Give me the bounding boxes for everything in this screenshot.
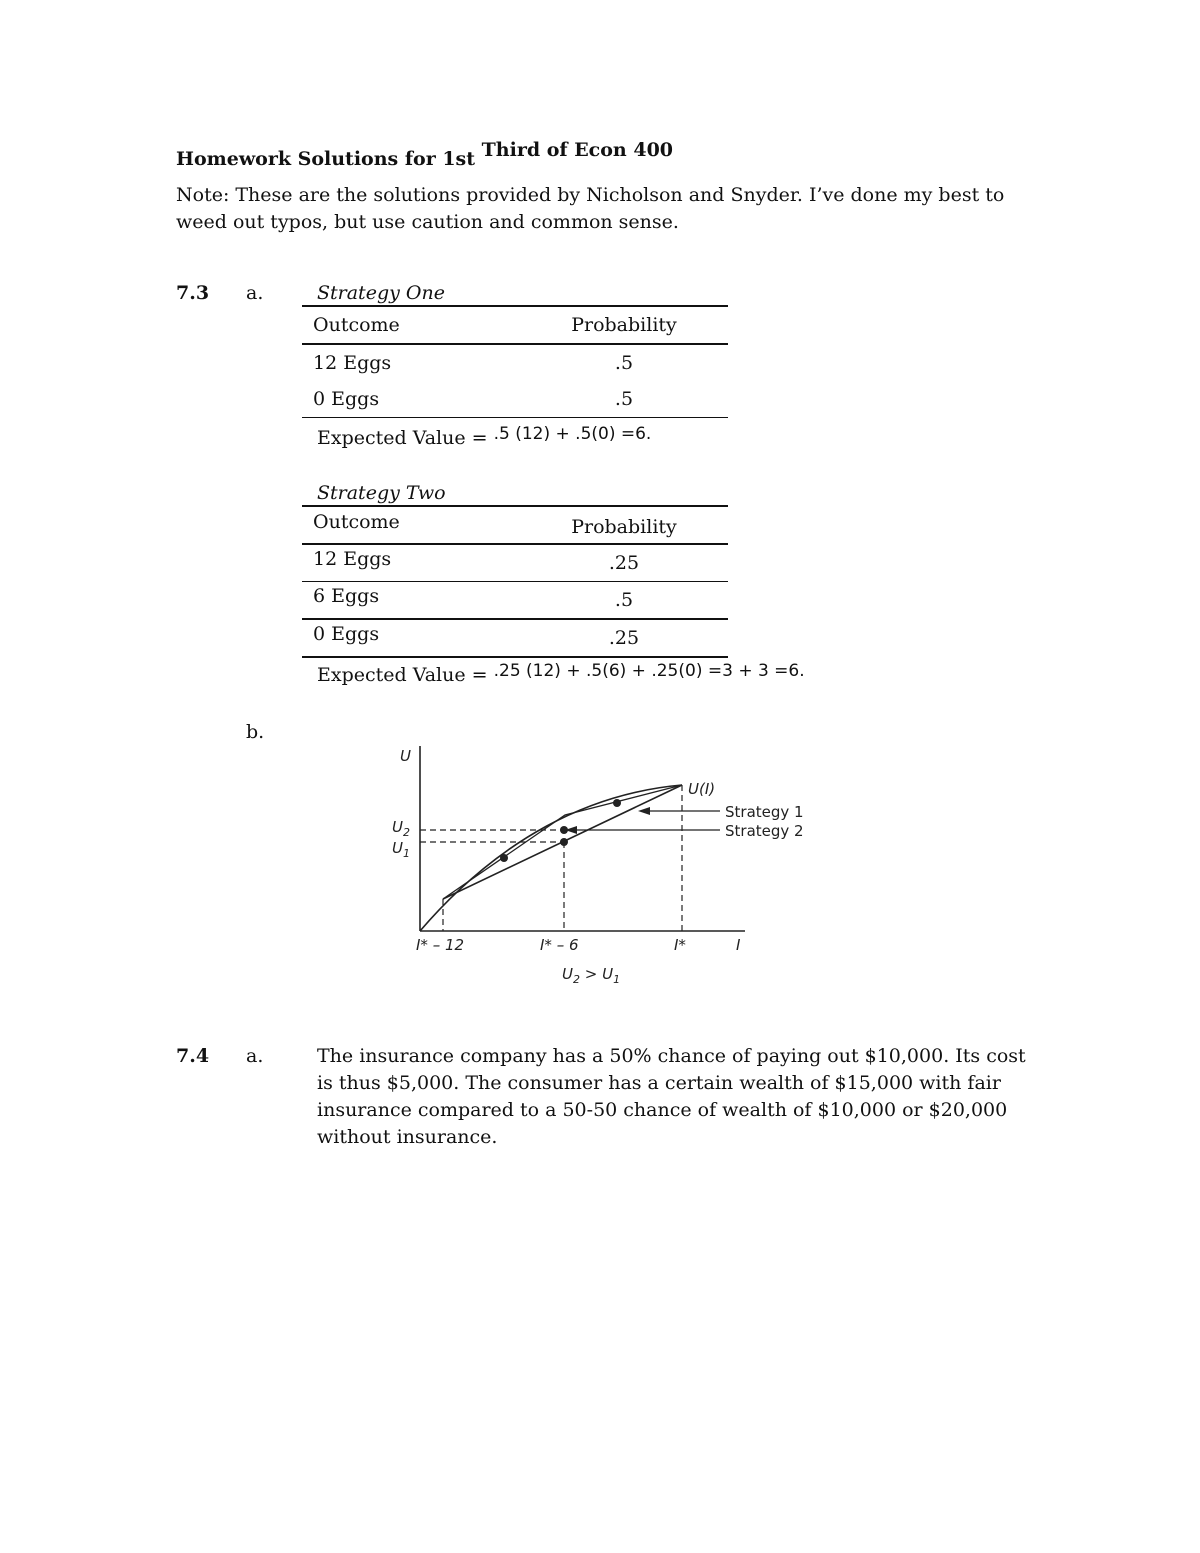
strategy-one-caption: Strategy One [317,282,445,304]
u2-label: $U_2$ [392,818,410,839]
strategy-2-label: Strategy 2 [725,822,804,840]
title-main: Homework Solutions for 1st [176,148,476,170]
outcome-cell: 6 Eggs [313,585,380,607]
utility-curve [420,785,682,931]
part-a-label: a. [246,282,264,304]
data-point [613,799,621,807]
ev-formula: .5 (12) + .5(0) =6. [493,424,652,444]
x-tick-label: I* – 6 [540,936,579,954]
col-probability-header: Probability [571,314,677,336]
y-axis-label: U [400,747,411,765]
strategy-two-table [302,505,728,658]
col-outcome-header: Outcome [313,314,400,336]
strategy-1-label: Strategy 1 [725,803,804,821]
probability-cell: .5 [614,589,634,611]
note-paragraph: Note: These are the solutions provided by Nicholson and Snyder. I’ve done my best to weed out typos, but use caution and common sense. [176,184,1005,233]
probability-cell: .25 [608,552,640,574]
table-row [302,582,728,618]
utility-figure [380,738,830,993]
data-point [500,854,508,862]
outcome-cell: 12 Eggs [313,352,392,374]
probability-cell: .5 [614,388,634,410]
x-axis-label: I [736,936,741,954]
outcome-cell: 12 Eggs [313,548,392,570]
table-row [302,620,728,656]
table-row [302,545,728,581]
strategy-two-caption: Strategy Two [317,482,446,504]
outcome-cell: 0 Eggs [313,623,380,645]
part-a-label: a. [246,1045,264,1067]
outcome-cell: 0 Eggs [313,388,380,410]
table-row [302,345,728,381]
ev-label: Expected Value = [317,664,488,686]
curve-label: U(I) [688,780,716,798]
figure-caption: $U_2 > U_1$ [562,965,621,986]
table-header-row [302,507,728,543]
page-title [176,139,674,170]
problem-number-7-4: 7.4 [176,1045,210,1067]
strategy-two-expected-value [317,661,805,686]
title-superscript: Third of Econ 400 [481,139,674,161]
table-row [302,381,728,417]
problem-number-7-3: 7.3 [176,282,210,304]
strategy-one-table [302,305,728,418]
part-b-label: b. [246,721,265,743]
strategy-one-expected-value [317,424,652,449]
arrowhead-icon [638,807,650,815]
x-tick-label: I* – 12 [416,936,465,954]
x-tick-label: I* [674,936,686,954]
ev-formula: .25 (12) + .5(6) + .25(0) =3 + 3 =6. [493,661,805,681]
probability-cell: .25 [608,627,640,649]
col-outcome-header: Outcome [313,511,400,533]
col-probability-header: Probability [571,516,677,538]
problem-7-4-answer: The insurance company has a 50% chance of paying out $10,000. Its cost is thus $5,000. The consumer has a certain wealth of $15,000 with fair insurance compared to a 50-50 chance of wealth of $10,000 or $20,000 without insurance. [317,1045,1026,1148]
ev-label: Expected Value = [317,427,488,449]
table-header-row [302,307,728,343]
u1-label: $U_1$ [392,839,410,860]
probability-cell: .5 [614,352,634,374]
